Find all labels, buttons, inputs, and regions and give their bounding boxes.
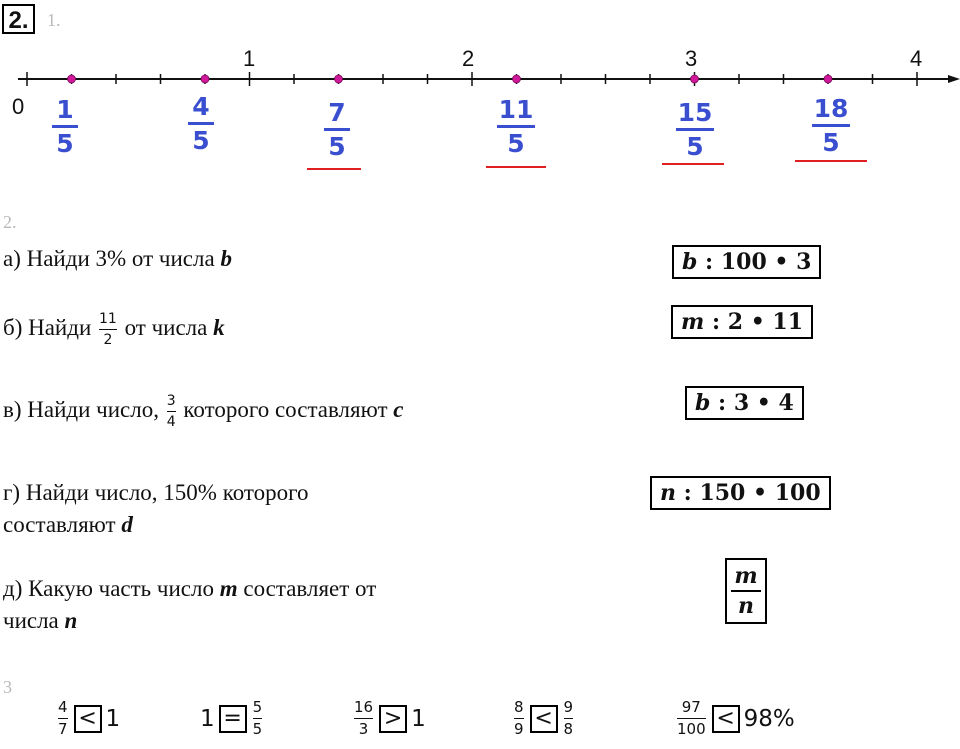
answer-e-fraction: m n xyxy=(725,558,767,624)
item-marker-2: 2. xyxy=(3,212,17,232)
point-18-5 xyxy=(824,75,832,83)
tick-label-1: 1 xyxy=(243,46,256,71)
item-marker-3: 3 xyxy=(3,677,12,697)
tick-label-3: 3 xyxy=(685,46,698,71)
comparison-1: $\frac{4}{7}$ < 1 xyxy=(58,698,121,738)
underline-7-5 xyxy=(307,168,361,170)
fraction-7-5: 7 5 xyxy=(324,100,350,159)
point-4-5 xyxy=(201,75,209,83)
fraction-3-4: $\frac{3}{4}$ xyxy=(166,393,176,431)
number-line-arrow xyxy=(948,75,960,83)
point-11-5 xyxy=(513,75,521,83)
point-1-5 xyxy=(68,75,76,83)
task-e: д) Какую часть число m составляет от числа n xyxy=(3,576,377,633)
answer-b: m : 2 • 11 xyxy=(671,305,813,339)
comparison-2: 1 = $\frac{5}{5}$ xyxy=(200,698,263,738)
fraction-18-5: 18 5 xyxy=(813,94,849,157)
point-15-5 xyxy=(691,75,699,83)
sign-box-1: < xyxy=(74,705,102,733)
comparison-5: $\frac{97}{100}$ < 98% xyxy=(677,698,795,738)
comparison-3: $\frac{16}{3}$ > 1 xyxy=(354,698,426,738)
underline-11-5 xyxy=(486,166,546,168)
item-marker-1: 1. xyxy=(47,10,61,30)
answer-a: b : 100 • 3 xyxy=(672,245,821,279)
tick-label-4: 4 xyxy=(910,46,923,71)
fraction-11-2: $\frac{11}{2}$ xyxy=(99,311,117,349)
comparison-4: $\frac{8}{9}$ < $\frac{9}{8}$ xyxy=(514,698,574,738)
sign-box-2: = xyxy=(219,705,247,733)
task-b: б) Найди $\frac{11}{2}$ от числа k xyxy=(3,311,225,349)
answer-c: b : 3 • 4 xyxy=(685,386,804,420)
tick-label-2: 2 xyxy=(462,46,475,71)
task-c: в) Найди число, $\frac{3}{4}$ которого составляют c xyxy=(3,393,404,431)
sign-box-5: < xyxy=(712,705,740,733)
sign-box-4: < xyxy=(530,705,558,733)
sign-box-3: > xyxy=(379,705,407,733)
underline-18-5 xyxy=(795,160,867,162)
task-d: г) Найди число, 150% которого составляют d xyxy=(3,480,309,537)
fraction-15-5: 15 5 xyxy=(677,98,713,161)
underline-15-5 xyxy=(662,163,724,165)
task-number-box: 2. xyxy=(2,4,35,34)
answer-d: n : 150 • 100 xyxy=(650,476,831,510)
fraction-4-5: 4 5 xyxy=(188,94,214,153)
fraction-11-5: 11 5 xyxy=(498,95,534,158)
fraction-1-5: 1 5 xyxy=(52,97,78,156)
point-7-5 xyxy=(335,75,343,83)
task-a: а) Найди 3% от числа b xyxy=(3,246,232,271)
tick-label-0: 0 xyxy=(12,94,25,119)
